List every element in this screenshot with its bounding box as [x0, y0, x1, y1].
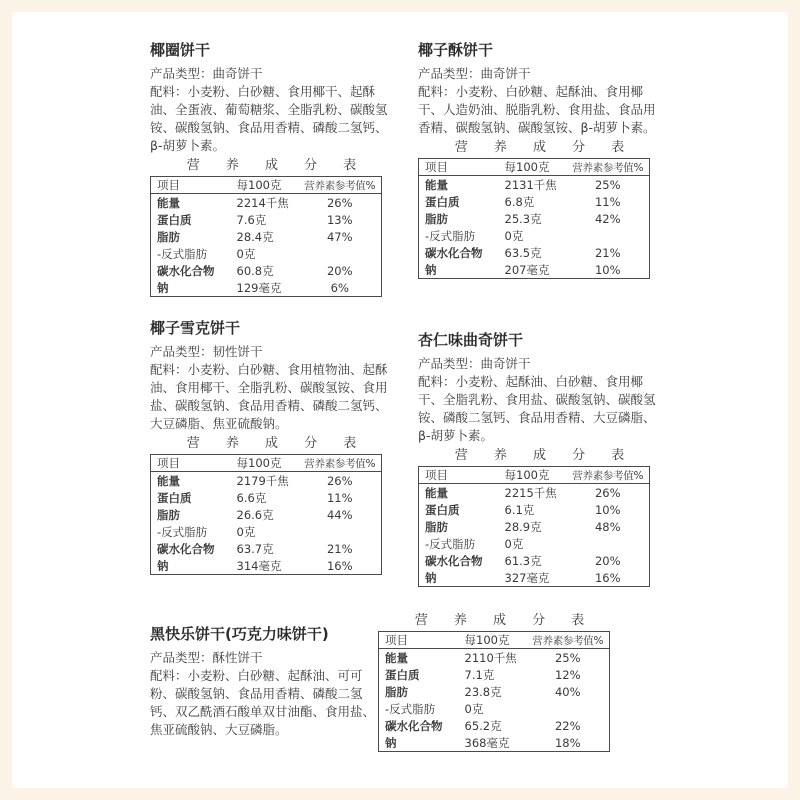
row-per100: 2215千焦	[504, 485, 557, 500]
row-per100: 327毫克	[504, 570, 550, 585]
header-item: 项目	[419, 159, 499, 176]
row-item: 钠	[157, 558, 169, 573]
row-item: 能量	[385, 650, 408, 665]
header-item: 项目	[151, 177, 231, 194]
table-row	[151, 557, 382, 575]
header-per100: 每100克	[499, 159, 567, 176]
nutrition-table	[418, 158, 650, 279]
row-nrv: 48%	[594, 519, 621, 534]
product-type: 产品类型：酥性饼干	[150, 650, 263, 665]
table-row	[151, 279, 382, 297]
row-item: 蛋白质	[425, 502, 460, 517]
row-per100: 129毫克	[236, 280, 282, 295]
row-nrv: 12%	[554, 667, 581, 682]
product-type: 产品类型：曲奇饼干	[150, 66, 263, 81]
row-item: 碳水化合物	[157, 541, 215, 556]
table-row	[419, 210, 650, 227]
row-nrv	[567, 535, 650, 552]
row-nrv: 40%	[554, 684, 581, 699]
header-nrv: 营养素参考值%	[299, 455, 382, 472]
row-item: -反式脂肪	[385, 701, 436, 716]
table-row	[419, 484, 650, 502]
row-per100: 7.1克	[464, 667, 495, 682]
header-per100: 每100克	[231, 455, 299, 472]
row-per100: 0克	[464, 701, 484, 716]
row-per100: 6.1克	[504, 502, 535, 517]
row-item: 钠	[425, 570, 437, 585]
row-per100: 26.6克	[236, 507, 274, 522]
row-nrv	[299, 523, 382, 540]
header-per100: 每100克	[459, 632, 527, 649]
table-row	[151, 262, 382, 279]
row-per100: 28.4克	[236, 229, 274, 244]
row-nrv: 16%	[594, 570, 621, 585]
table-row	[379, 649, 610, 667]
row-item: 脂肪	[157, 229, 180, 244]
table-row	[151, 540, 382, 557]
table-row	[151, 245, 382, 262]
product-ingredients: 配料：小麦粉、白砂糖、起酥油、食用椰干、人造奶油、脱脂乳粉、食用盐、食品用香精、碳酸氢钠、碳酸氢铵、β-胡萝卜素。	[418, 84, 656, 135]
nutrition-table	[150, 176, 382, 297]
nutrition-title: 营 养 成 分 表	[454, 448, 636, 463]
row-item: 蛋白质	[425, 194, 460, 209]
row-per100: 2110千焦	[464, 650, 517, 665]
row-per100: 2214千焦	[236, 195, 289, 210]
row-item: 钠	[425, 262, 437, 277]
table-row	[379, 683, 610, 700]
row-nrv: 21%	[594, 245, 621, 260]
nutrition-title: 营 养 成 分 表	[186, 436, 368, 451]
row-item: 脂肪	[425, 211, 448, 226]
row-item: 蛋白质	[157, 490, 192, 505]
row-item: 钠	[385, 735, 397, 750]
table-header-row	[419, 159, 650, 176]
row-per100: 0克	[504, 536, 524, 551]
row-per100: 207毫克	[504, 262, 550, 277]
row-item: 蛋白质	[385, 667, 420, 682]
row-per100: 60.8克	[236, 263, 274, 278]
row-nrv	[299, 245, 382, 262]
row-per100: 0克	[236, 246, 256, 261]
table-row	[419, 176, 650, 194]
table-row	[419, 518, 650, 535]
table-row	[419, 244, 650, 261]
table-row	[379, 734, 610, 752]
nutrition-table	[378, 631, 610, 752]
row-per100: 7.6克	[236, 212, 267, 227]
table-row	[151, 506, 382, 523]
table-row	[151, 194, 382, 212]
row-item: 能量	[425, 485, 448, 500]
table-row	[379, 700, 610, 717]
row-item: -反式脂肪	[425, 536, 476, 551]
row-item: -反式脂肪	[425, 228, 476, 243]
row-nrv	[567, 227, 650, 244]
table-row	[151, 489, 382, 506]
nutrition-table	[418, 466, 650, 587]
table-header-row	[151, 177, 382, 194]
row-per100: 61.3克	[504, 553, 542, 568]
row-nrv: 20%	[594, 553, 621, 568]
table-header-row	[151, 455, 382, 472]
row-nrv: 25%	[554, 650, 581, 665]
table-row	[151, 228, 382, 245]
row-per100: 63.7克	[236, 541, 274, 556]
row-per100: 28.9克	[504, 519, 542, 534]
row-nrv: 21%	[326, 541, 353, 556]
row-nrv: 47%	[326, 229, 353, 244]
row-item: 钠	[157, 280, 169, 295]
header-item: 项目	[419, 467, 499, 484]
row-item: 碳水化合物	[425, 245, 483, 260]
row-nrv: 18%	[554, 735, 581, 750]
header-nrv: 营养素参考值%	[567, 467, 650, 484]
row-nrv: 6%	[330, 280, 349, 295]
row-item: 能量	[157, 195, 180, 210]
nutrition-title: 营 养 成 分 表	[186, 158, 368, 173]
header-nrv: 营养素参考值%	[299, 177, 382, 194]
row-item: 蛋白质	[157, 212, 192, 227]
table-row	[419, 227, 650, 244]
row-per100: 63.5克	[504, 245, 542, 260]
row-nrv: 13%	[326, 212, 353, 227]
row-item: 能量	[425, 177, 448, 192]
table-row	[419, 261, 650, 279]
row-nrv: 44%	[326, 507, 353, 522]
product-name: 杏仁味曲奇饼干	[418, 331, 524, 349]
row-nrv: 42%	[594, 211, 621, 226]
table-row	[379, 666, 610, 683]
table-row	[419, 535, 650, 552]
product-black-happy	[150, 624, 382, 739]
row-item: 脂肪	[385, 684, 408, 699]
row-item: 碳水化合物	[425, 553, 483, 568]
table-row	[419, 501, 650, 518]
nutrition-table	[150, 454, 382, 575]
table-row	[419, 193, 650, 210]
product-coconut-crisp	[418, 40, 658, 279]
nutrition-title: 营 养 成 分 表	[414, 613, 596, 628]
header-nrv: 营养素参考值%	[567, 159, 650, 176]
row-per100: 314毫克	[236, 558, 282, 573]
row-nrv: 11%	[594, 194, 621, 209]
row-nrv: 26%	[326, 473, 353, 488]
product-type: 产品类型：韧性饼干	[150, 344, 263, 359]
row-item: 碳水化合物	[157, 263, 215, 278]
row-per100: 6.6克	[236, 490, 267, 505]
row-per100: 368毫克	[464, 735, 510, 750]
product-coconut-ring	[150, 40, 390, 297]
row-item: -反式脂肪	[157, 524, 208, 539]
row-nrv: 10%	[594, 262, 621, 277]
row-per100: 65.2克	[464, 718, 502, 733]
product-ingredients: 配料：小麦粉、白砂糖、食用植物油、起酥油、食用椰干、全脂乳粉、碳酸氢铵、食用盐、碳酸氢钠、食品用香精、磷酸二氢钙、大豆磷脂、焦亚硫酸钠。	[150, 362, 388, 431]
product-ingredients: 配料：小麦粉、白砂糖、起酥油、可可粉、碳酸氢钠、食品用香精、磷酸二氢钙、双乙酰酒石酸单双甘油酯、食用盐、焦亚硫酸钠、大豆磷脂。	[150, 668, 376, 737]
row-per100: 6.8克	[504, 194, 535, 209]
row-nrv	[527, 700, 610, 717]
product-almond-cookie	[418, 330, 658, 587]
row-nrv: 26%	[326, 195, 353, 210]
table-row	[151, 211, 382, 228]
row-per100: 0克	[236, 524, 256, 539]
row-nrv: 16%	[326, 558, 353, 573]
header-item: 项目	[151, 455, 231, 472]
row-item: 脂肪	[157, 507, 180, 522]
product-ingredients: 配料：小麦粉、白砂糖、食用椰干、起酥油、全蛋液、葡萄糖浆、全脂乳粉、碳酸氢铵、碳酸氢钠、食品用香精、磷酸二氢钙、β-胡萝卜素。	[150, 84, 388, 153]
product-type: 产品类型：曲奇饼干	[418, 356, 531, 371]
row-item: 脂肪	[425, 519, 448, 534]
header-per100: 每100克	[499, 467, 567, 484]
product-name: 椰子雪克饼干	[150, 319, 241, 337]
row-item: 碳水化合物	[385, 718, 443, 733]
table-header-row	[379, 632, 610, 649]
table-row	[419, 569, 650, 587]
table-header-row	[419, 467, 650, 484]
row-nrv: 25%	[594, 177, 621, 192]
row-nrv: 11%	[326, 490, 353, 505]
product-name: 黑快乐饼干(巧克力味饼干)	[150, 625, 329, 643]
row-per100: 23.8克	[464, 684, 502, 699]
table-row	[419, 552, 650, 569]
row-per100: 0克	[504, 228, 524, 243]
row-per100: 2131千焦	[504, 177, 557, 192]
row-per100: 2179千焦	[236, 473, 289, 488]
row-nrv: 22%	[554, 718, 581, 733]
nutrition-title: 营 养 成 分 表	[454, 140, 636, 155]
product-type: 产品类型：曲奇饼干	[418, 66, 531, 81]
product-name: 椰子酥饼干	[418, 41, 494, 59]
product-coconut-shake	[150, 318, 390, 575]
label-sheet	[12, 12, 788, 788]
product-ingredients: 配料：小麦粉、起酥油、白砂糖、食用椰干、全脂乳粉、食用盐、碳酸氢钠、碳酸氢铵、磷酸二氢钙、食品用香精、大豆磷脂、β-胡萝卜素。	[418, 374, 656, 443]
product-name: 椰圈饼干	[150, 41, 211, 59]
row-nrv: 20%	[326, 263, 353, 278]
row-nrv: 10%	[594, 502, 621, 517]
table-row	[151, 472, 382, 490]
header-nrv: 营养素参考值%	[527, 632, 610, 649]
table-row	[151, 523, 382, 540]
header-per100: 每100克	[231, 177, 299, 194]
product-black-happy-nutrition	[378, 610, 618, 752]
row-item: -反式脂肪	[157, 246, 208, 261]
header-item: 项目	[379, 632, 459, 649]
row-per100: 25.3克	[504, 211, 542, 226]
row-item: 能量	[157, 473, 180, 488]
table-row	[379, 717, 610, 734]
row-nrv: 26%	[594, 485, 621, 500]
